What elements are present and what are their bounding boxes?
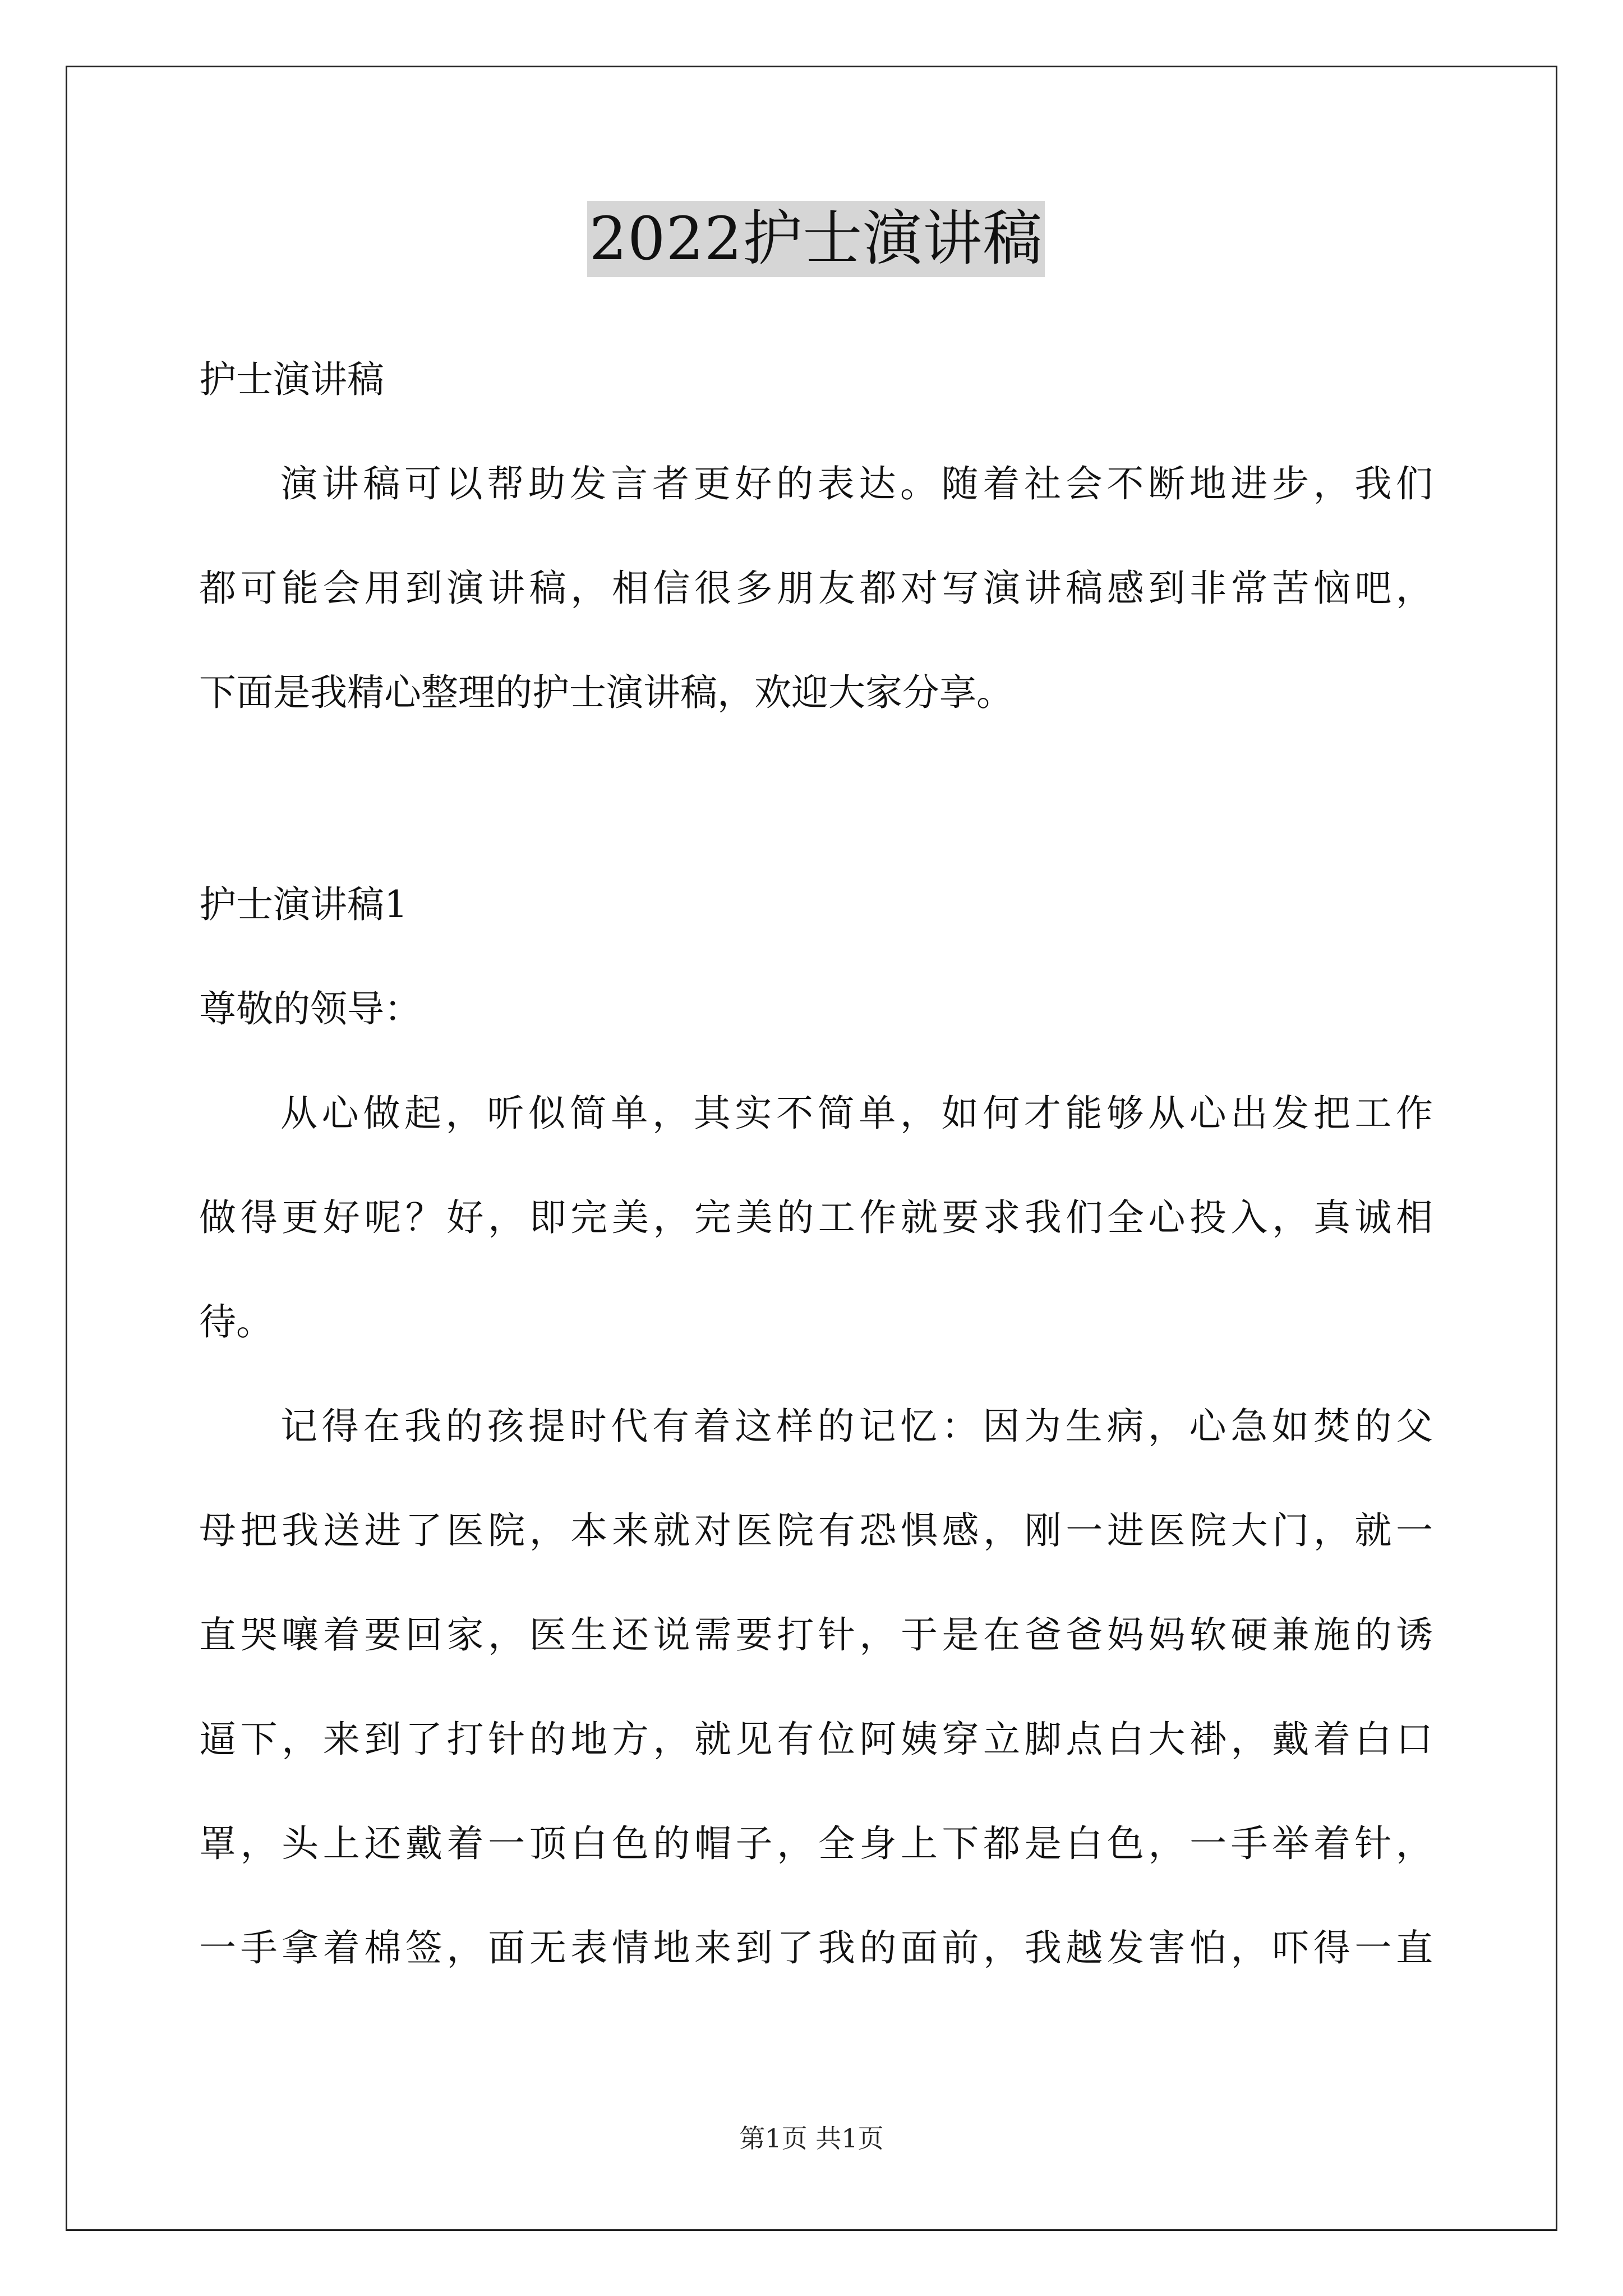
page-number: 第1页 共1页: [739, 2123, 884, 2154]
section-heading: 护士演讲稿: [199, 358, 384, 401]
paragraph-line: 罩，头上还戴着一顶白色的帽子，全身上下都是白色，一手举着针，: [199, 1822, 1433, 1865]
paragraph-line: 演讲稿可以帮助发言者更好的表达。随着社会不断地进步，我们: [280, 462, 1433, 505]
paragraph-line: 记得在我的孩提时代有着这样的记忆：因为生病，心急如焚的父: [280, 1405, 1433, 1448]
paragraph-line: 下面是我精心整理的护士演讲稿，欢迎大家分享。: [199, 671, 1013, 714]
paragraph-line: 一手拿着棉签，面无表情地来到了我的面前，我越发害怕，吓得一直: [199, 1926, 1433, 1970]
paragraph-line: 逼下，来到了打针的地方，就见有位阿姨穿立脚点白大褂，戴着白口: [199, 1718, 1433, 1761]
document-title: 2022护士演讲稿: [587, 201, 1045, 277]
section-heading: 护士演讲稿1: [199, 883, 408, 926]
paragraph-line: 都可能会用到演讲稿，相信很多朋友都对写演讲稿感到非常苦恼吧，: [199, 567, 1433, 610]
paragraph-line: 直哭嚷着要回家，医生还说需要打针，于是在爸爸妈妈软硬兼施的诱: [199, 1613, 1433, 1657]
paragraph-line: 待。: [199, 1300, 273, 1343]
salutation: 尊敬的领导：: [199, 987, 421, 1030]
title-wrap: [199, 201, 1433, 277]
paragraph-line: 从心做起，听似简单，其实不简单，如何才能够从心出发把工作: [280, 1092, 1433, 1135]
paragraph-line: 做得更好呢？好，即完美，完美的工作就要求我们全心投入，真诚相: [199, 1196, 1433, 1239]
paragraph-line: 母把我送进了医院，本来就对医院有恐惧感，刚一进医院大门，就一: [199, 1509, 1433, 1552]
